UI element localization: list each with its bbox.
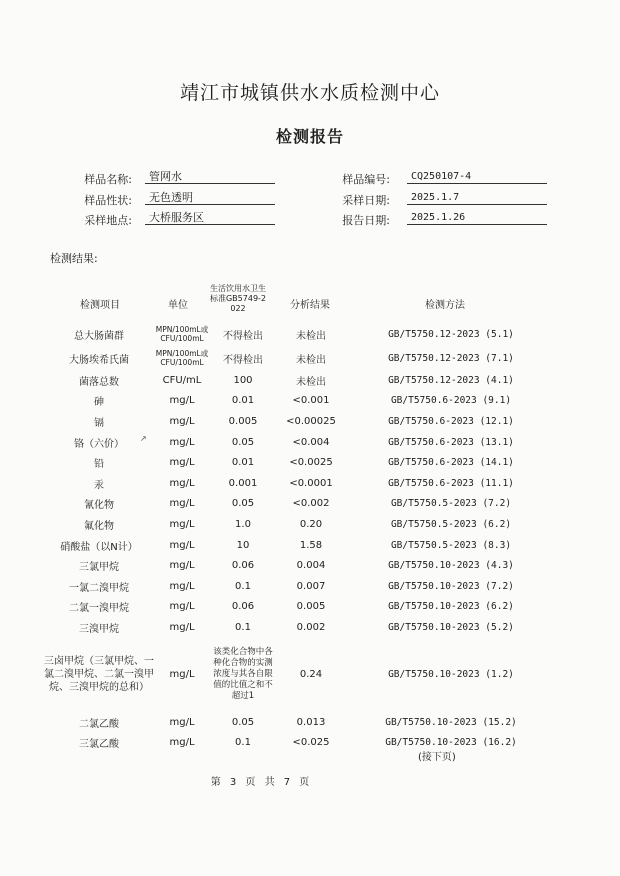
cell-method: GB/T5750.10-2023 (7.2) — [388, 580, 514, 592]
cell-result: 1.58 — [299, 539, 323, 551]
cell-standard: 0.1 — [235, 621, 251, 633]
cell-unit: mg/L — [169, 560, 195, 572]
results-table — [44, 322, 556, 753]
table-row — [44, 473, 556, 494]
table-row — [44, 494, 556, 515]
cell-method: GB/T5750.5-2023 (8.3) — [390, 539, 512, 551]
cell-unit: mg/L — [169, 457, 195, 469]
cell-item: 二氯乙酸 — [79, 718, 119, 730]
cell-result: 未检出 — [296, 330, 326, 342]
cell-method: GB/T5750.10-2023 (15.2) — [385, 716, 517, 728]
cell-standard: 0.1 — [235, 737, 251, 749]
cell-result: 0.004 — [296, 560, 326, 572]
cell-result: <0.0025 — [289, 457, 333, 469]
table-row — [44, 638, 556, 712]
cell-method: GB/T5750.6-2023 (11.1) — [388, 477, 514, 489]
cell-standard: 0.05 — [231, 498, 255, 510]
cell-unit: mg/L — [169, 580, 195, 592]
cell-standard: 该类化合物中各种化合物的实测浓度与其各自限值的比值之和不超过1 — [213, 647, 273, 702]
pen-mark: ↗ — [140, 434, 147, 443]
cell-unit: mg/L — [169, 669, 195, 681]
cell-method: GB/T5750.6-2023 (9.1) — [390, 395, 512, 407]
organization-title: 靖江市城镇供水水质检测中心 — [179, 82, 440, 104]
cell-item: 三溴甲烷 — [79, 623, 119, 635]
sample-name-label: 样品名称: — [84, 173, 132, 186]
header-unit: 单位 — [168, 300, 188, 311]
sample-code-label: 样品编号: — [342, 173, 390, 186]
cell-unit: mg/L — [169, 498, 195, 510]
cell-item: 氰化物 — [84, 500, 114, 512]
cell-standard: 不得检出 — [223, 354, 263, 366]
table-row — [44, 322, 556, 346]
table-row — [44, 597, 556, 618]
report-title: 检测报告 — [275, 127, 344, 146]
header-standard: 生活饮用水卫生标准GB5749-2022 — [209, 284, 267, 313]
cell-unit: MPN/100mL或CFU/100mL — [155, 349, 209, 367]
cell-unit: mg/L — [169, 436, 195, 448]
sample-appearance-value: 无色透明 — [145, 191, 275, 205]
header-result: 分析结果 — [290, 300, 330, 311]
sample-name-value: 管网水 — [145, 170, 275, 184]
results-section-label: 检测结果: — [50, 252, 98, 265]
table-row — [44, 370, 556, 391]
cell-unit: mg/L — [169, 621, 195, 633]
cell-item: 三卤甲烷（三氯甲烷、一氯二溴甲烷、二氯一溴甲烷、三溴甲烷的总和） — [44, 656, 154, 694]
cell-item: 菌落总数 — [79, 376, 119, 388]
cell-standard: 0.01 — [231, 395, 255, 407]
sampling-date-value: 2025.1.7 — [407, 191, 547, 205]
cell-item: 硝酸盐（以N计） — [60, 541, 138, 553]
cell-method: GB/T5750.6-2023 (12.1) — [388, 415, 514, 427]
continue-note: (接下页) — [418, 752, 456, 763]
cell-item: 三氯乙酸 — [79, 739, 119, 751]
cell-item: 二氯一溴甲烷 — [69, 603, 129, 615]
cell-item: 总大肠菌群 — [74, 330, 124, 342]
cell-method: GB/T5750.5-2023 (7.2) — [390, 498, 512, 510]
cell-item: 大肠埃希氏菌 — [69, 354, 129, 366]
table-row — [44, 411, 556, 432]
cell-unit: mg/L — [169, 539, 195, 551]
table-row — [44, 555, 556, 576]
cell-result: 0.013 — [296, 716, 326, 728]
cell-standard: 不得检出 — [223, 330, 263, 342]
cell-result: 0.007 — [296, 580, 326, 592]
cell-method: GB/T5750.10-2023 (5.2) — [388, 621, 514, 633]
table-row — [44, 712, 556, 733]
cell-standard: 0.001 — [228, 477, 258, 489]
report-date-value: 2025.1.26 — [407, 211, 547, 225]
cell-standard: 0.1 — [235, 580, 251, 592]
cell-result: <0.001 — [292, 395, 330, 407]
cell-result: <0.00025 — [286, 415, 336, 427]
cell-unit: mg/L — [169, 415, 195, 427]
cell-method: GB/T5750.10-2023 (4.3) — [388, 560, 514, 572]
cell-standard: 0.05 — [231, 436, 255, 448]
cell-method: GB/T5750.12-2023 (4.1) — [388, 374, 514, 386]
cell-item: 氟化物 — [84, 520, 114, 532]
cell-item: 砷 — [94, 397, 104, 409]
cell-method: GB/T5750.12-2023 (5.1) — [388, 328, 514, 340]
cell-unit: mg/L — [169, 601, 195, 613]
cell-method: GB/T5750.5-2023 (6.2) — [390, 518, 512, 530]
cell-item: 镉 — [94, 417, 104, 429]
cell-item: 铅 — [94, 459, 104, 471]
cell-unit: mg/L — [169, 716, 195, 728]
cell-result: 未检出 — [296, 354, 326, 366]
cell-item: 铬（六价） — [74, 438, 124, 450]
table-row — [44, 535, 556, 556]
cell-result: 0.20 — [299, 518, 323, 530]
cell-method: GB/T5750.10-2023 (16.2) — [385, 737, 517, 749]
cell-method: GB/T5750.6-2023 (14.1) — [388, 457, 514, 469]
sampling-location-label: 采样地点: — [84, 214, 132, 227]
cell-standard: 0.05 — [231, 716, 255, 728]
cell-item: 三氯甲烷 — [79, 562, 119, 574]
cell-standard: 0.005 — [228, 415, 258, 427]
cell-standard: 0.06 — [231, 560, 255, 572]
table-row — [44, 346, 556, 370]
table-row — [44, 576, 556, 597]
cell-result: 0.24 — [299, 669, 323, 681]
cell-standard: 10 — [236, 539, 250, 551]
cell-unit: mg/L — [169, 395, 195, 407]
page-number: 第 3 页 共 7 页 — [210, 777, 310, 788]
cell-unit: CFU/mL — [162, 374, 202, 386]
sample-appearance-label: 样品性状: — [84, 194, 132, 207]
header-item: 检测项目 — [80, 300, 120, 311]
cell-standard: 0.01 — [231, 457, 255, 469]
cell-result: <0.0001 — [289, 477, 333, 489]
cell-unit: mg/L — [169, 737, 195, 749]
cell-unit: mg/L — [169, 477, 195, 489]
cell-result: <0.004 — [292, 436, 330, 448]
cell-method: GB/T5750.10-2023 (6.2) — [388, 601, 514, 613]
sampling-location-value: 大桥服务区 — [145, 211, 275, 225]
sampling-date-label: 采样日期: — [342, 194, 390, 207]
cell-result: <0.025 — [292, 737, 330, 749]
cell-method: GB/T5750.12-2023 (7.1) — [388, 352, 514, 364]
table-row — [44, 391, 556, 412]
table-row — [44, 452, 556, 473]
cell-result: 未检出 — [296, 376, 326, 388]
cell-unit: mg/L — [169, 518, 195, 530]
cell-result: 0.002 — [296, 621, 326, 633]
cell-standard: 1.0 — [235, 518, 251, 530]
cell-unit: MPN/100mL或CFU/100mL — [155, 325, 209, 343]
sample-code-value: CQ250107-4 — [407, 170, 547, 184]
cell-item: 一氯二溴甲烷 — [69, 582, 129, 594]
header-method: 检测方法 — [425, 300, 465, 311]
cell-method: GB/T5750.10-2023 (1.2) — [388, 669, 514, 681]
table-row — [44, 514, 556, 535]
cell-standard: 100 — [233, 374, 253, 386]
report-date-label: 报告日期: — [342, 214, 390, 227]
table-row — [44, 732, 556, 753]
table-row — [44, 432, 556, 453]
cell-item: 汞 — [94, 479, 104, 491]
cell-standard: 0.06 — [231, 601, 255, 613]
cell-result: 0.005 — [296, 601, 326, 613]
cell-result: <0.002 — [292, 498, 330, 510]
table-row — [44, 617, 556, 638]
cell-method: GB/T5750.6-2023 (13.1) — [388, 436, 514, 448]
